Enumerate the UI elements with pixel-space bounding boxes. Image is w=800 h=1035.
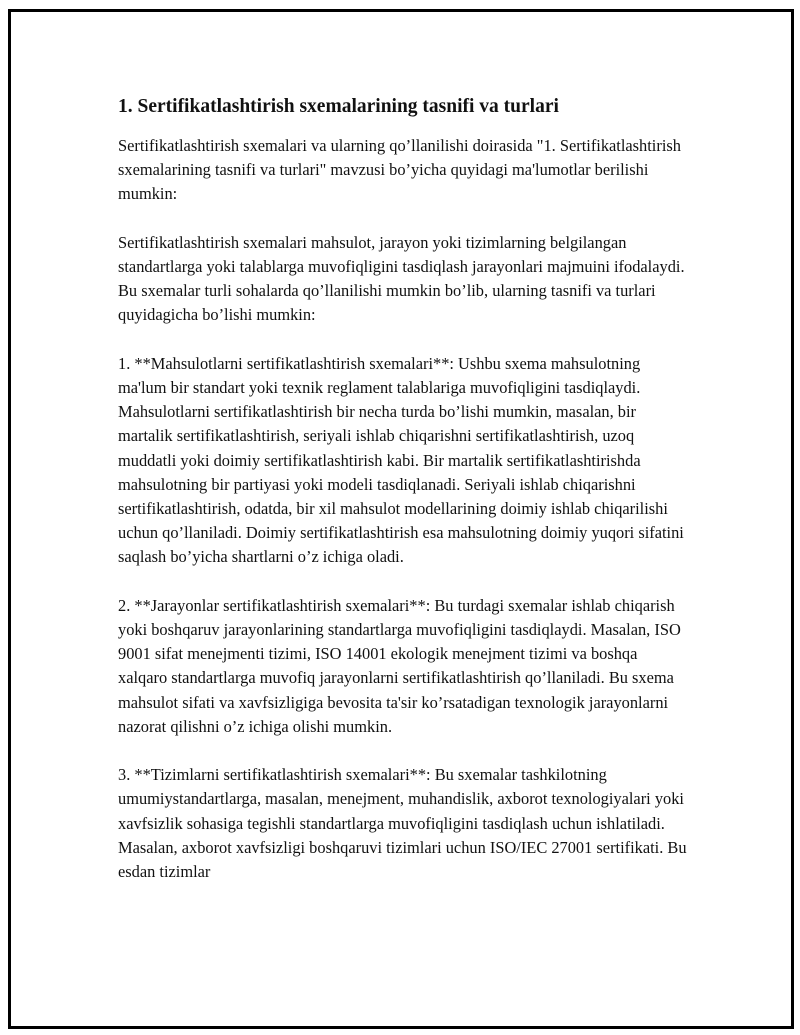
paragraph-product-schemes: 1. **Mahsulotlarni sertifikatlashtirish sxemalari**: Ushbu sxema mahsulotning ma'lum bir standart yoki texnik reglament talablariga muvofiqligini tasdiqlaydi. Mahsulotlarni sertifikatlashtirish bir necha turda bo’lishi mumkin, masalan, bir martalik sertifikatlashtirish, seriyali ishlab chiqarishni sertifikatlashtirish, uzoq muddatli yoki doimiy sertifikatlashtirish kabi. Bir martalik sertifikatlashtirishda mahsulotning bir partiyasi yoki modeli tasdiqlanadi. Seriyali ishlab chiqarishni sertifikatlashtirish, odatda, bir xil mahsulot modellarining doimiy ishlab chiqarilishi uchun qo’llaniladi. Doimiy sertifikatlashtirish esa mahsulotning doimiy yuqori sifatini saqlash bo’yicha shartlarni o’z ichiga oladi. bbox=[118, 353, 684, 567]
paragraph-intro: Sertifikatlashtirish sxemalari va ularning qo’llanilishi doirasida "1. Sertifikatlashtirish sxemalarining tasnifi va turlari" mavzusi bo’yicha quyidagi ma'lumotlar berilishi mumkin: bbox=[118, 136, 681, 204]
document-page bbox=[8, 9, 794, 1029]
paragraph-process-schemes: 2. **Jarayonlar sertifikatlashtirish sxemalari**: Bu turdagi sxemalar ishlab chiqarish yoki boshqaruv jarayonlarining standartlarga muvofiqligini tasdiqlaydi. Masalan, ISO 9001 sifat menejmenti tizimi, ISO 14001 ekologik menejment tizimi va boshqa xalqaro standartlarga muvofiq jarayonlarni sertifikatlashtirish qo’llaniladi. Bu sxema mahsulot sifati va xavfsizligiga bevosita ta'sir ko’rsatadigan texnologik jarayonlarni nazorat qilishni o’z ichiga olishi mumkin. bbox=[118, 595, 681, 736]
document-body bbox=[118, 94, 690, 908]
paragraph-system-schemes: 3. **Tizimlarni sertifikatlashtirish sxemalari**: Bu sxemalar tashkilotning umumiystandartlarga, masalan, menejment, muhandislik, axborot texnologiyalari yoki xavfsizlik sohasiga tegishli standartlarga muvofiqligini tasdiqlash uchun ishlatiladi. Masalan, axborot xavfsizligi boshqaruvi tizimlari uchun ISO/IEC 27001 sertifikati. Bu esdan tizimlar bbox=[118, 765, 687, 882]
paragraph-definition: Sertifikatlashtirish sxemalari mahsulot, jarayon yoki tizimlarning belgilangan standartlarga yoki talablarga muvofiqligini tasdiqlash jarayonlari majmuini ifodalaydi. Bu sxemalar turli sohalarda qo’llanilishi mumkin bo’lib, ularning tasnifi va turlari quyidagicha bo’lishi mumkin: bbox=[118, 232, 685, 325]
document-title: 1. Sertifikatlashtirish sxemalarining tasnifi va turlari bbox=[118, 96, 559, 117]
